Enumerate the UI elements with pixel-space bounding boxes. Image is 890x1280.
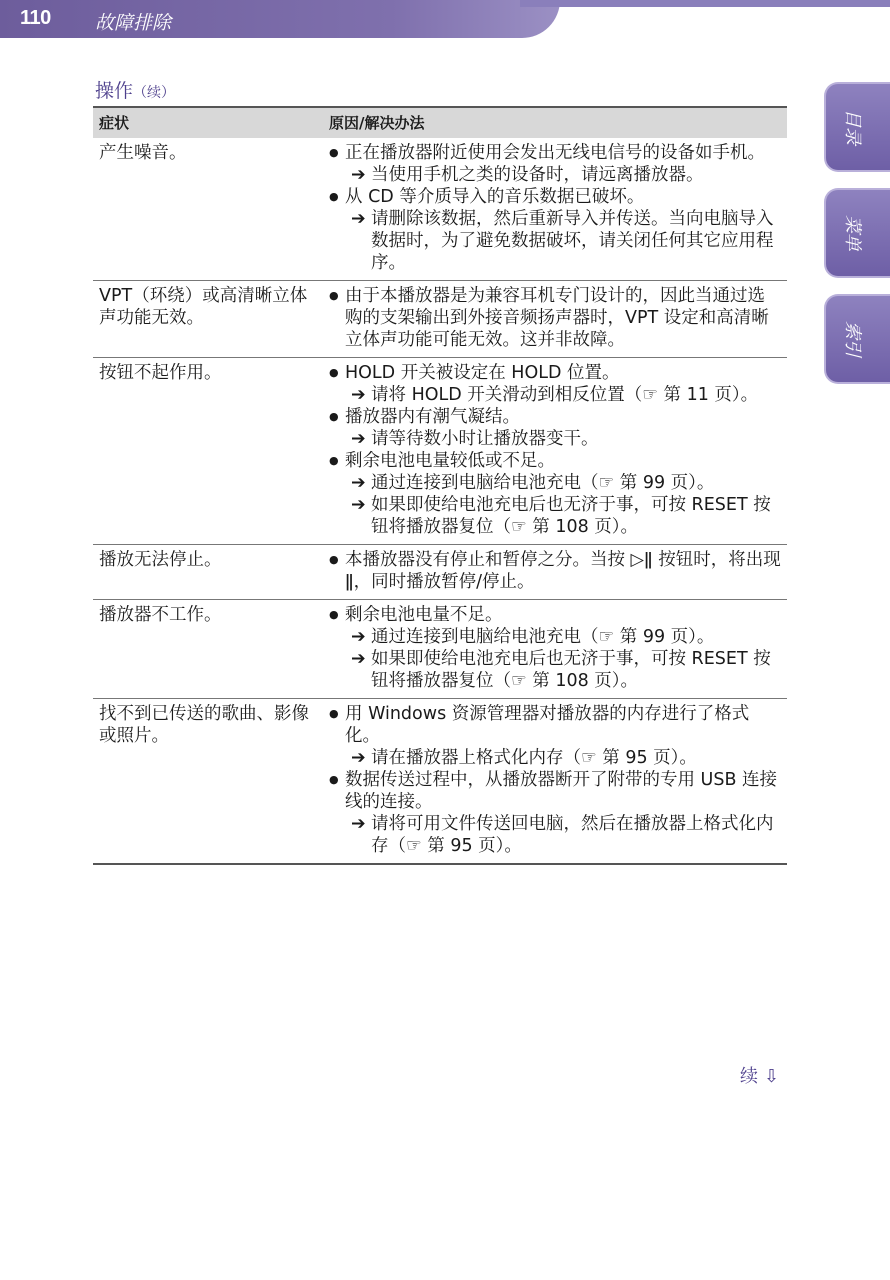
- tab-index[interactable]: [824, 294, 890, 384]
- solution-text: 请在播放器上格式化内存（☞ 第 95 页）。: [371, 748, 697, 768]
- cause-text: 剩余电池电量不足。: [345, 605, 503, 625]
- solution-text: 请删除该数据，然后重新导入并传送。当向电脑导入数据时，为了避免数据破坏，请关闭任何其它应用程序。: [371, 209, 774, 273]
- solution-item: [329, 626, 781, 648]
- cause-item: [329, 549, 781, 593]
- arrow-right-icon: ➔: [351, 748, 366, 768]
- solution-text: 当使用手机之类的设备时，请远离播放器。: [371, 165, 704, 185]
- solution-item: [329, 747, 781, 769]
- cause-text: 正在播放器附近使用会发出无线电信号的设备如手机。: [345, 143, 765, 163]
- tab-menu[interactable]: [824, 188, 890, 278]
- down-arrow-icon: ⇩: [764, 1066, 780, 1087]
- solution-text: 通过连接到电脑给电池充电（☞ 第 99 页）。: [371, 473, 715, 493]
- solution-text: 请将可用文件传送回电脑，然后在播放器上格式化内存（☞ 第 95 页）。: [371, 814, 774, 856]
- cause-text: 数据传送过程中，从播放器断开了附带的专用 USB 连接线的连接。: [345, 770, 778, 812]
- cause-cell: [323, 600, 787, 699]
- symptom-cell: 产生噪音。: [93, 138, 323, 281]
- page-title: [95, 76, 175, 103]
- arrow-right-icon: ➔: [351, 627, 366, 647]
- header-rule: [520, 0, 890, 7]
- cause-item: [329, 406, 781, 428]
- cause-cell: [323, 545, 787, 600]
- page-title-text: 操作: [95, 80, 134, 102]
- cause-item: [329, 604, 781, 626]
- column-header-cause: 原因/解决办法: [323, 107, 787, 138]
- arrow-right-icon: ➔: [351, 209, 366, 229]
- solution-item: [329, 472, 781, 494]
- cause-item: [329, 703, 781, 747]
- column-header-symptom: 症状: [93, 107, 323, 138]
- cause-cell: [323, 358, 787, 545]
- table-row: [93, 600, 787, 699]
- solution-text: 请将 HOLD 开关滑动到相反位置（☞ 第 11 页）。: [371, 385, 759, 405]
- solution-item: [329, 164, 781, 186]
- table-row: [93, 281, 787, 358]
- continued-label: 续: [740, 1066, 758, 1087]
- table-row: [93, 699, 787, 865]
- solution-text: 如果即使给电池充电后也无济于事，可按 RESET 按钮将播放器复位（☞ 第 108 页）。: [371, 495, 771, 537]
- arrow-right-icon: ➔: [351, 495, 366, 515]
- solution-item: [329, 813, 781, 857]
- cause-text: HOLD 开关被设定在 HOLD 位置。: [345, 363, 620, 383]
- symptom-cell: VPT（环绕）或高清晰立体声功能无效。: [93, 281, 323, 358]
- cause-cell: [323, 138, 787, 281]
- cause-text: 从 CD 等介质导入的音乐数据已破坏。: [345, 187, 645, 207]
- cause-text: 用 Windows 资源管理器对播放器的内存进行了格式化。: [345, 704, 750, 746]
- cause-text: 由于本播放器是为兼容耳机专门设计的，因此当通过选购的支架输出到外接音频扬声器时，VPT 设定和高清晰立体声功能可能无效。这并非故障。: [345, 286, 769, 350]
- table-header-row: [93, 107, 787, 138]
- troubleshooting-table: [93, 106, 787, 865]
- solution-text: 请等待数小时让播放器变干。: [371, 429, 599, 449]
- tab-contents-label: 目录: [842, 109, 863, 145]
- tab-index-label: 索引: [842, 321, 863, 357]
- cause-cell: [323, 699, 787, 865]
- table-row: [93, 358, 787, 545]
- page-header: [0, 0, 890, 38]
- cause-text: 剩余电池电量较低或不足。: [345, 451, 555, 471]
- arrow-right-icon: ➔: [351, 649, 366, 669]
- symptom-cell: 按钮不起作用。: [93, 358, 323, 545]
- symptom-cell: 找不到已传送的歌曲、影像或照片。: [93, 699, 323, 865]
- table-row: [93, 138, 787, 281]
- table-row: [93, 545, 787, 600]
- table-body: [93, 138, 787, 864]
- solution-item: [329, 428, 781, 450]
- tab-menu-label: 菜单: [842, 215, 863, 251]
- cause-item: [329, 186, 781, 208]
- arrow-right-icon: ➔: [351, 814, 366, 834]
- solution-item: [329, 494, 781, 538]
- section-title: 故障排除: [95, 12, 172, 34]
- arrow-right-icon: ➔: [351, 165, 366, 185]
- solution-item: [329, 648, 781, 692]
- arrow-right-icon: ➔: [351, 473, 366, 493]
- cause-cell: [323, 281, 787, 358]
- cause-item: [329, 142, 781, 164]
- header-banner: [0, 0, 560, 38]
- tab-contents[interactable]: [824, 82, 890, 172]
- continued-indicator: [740, 1062, 779, 1088]
- cause-text: 本播放器没有停止和暂停之分。当按 ▷ǁ 按钮时，将出现 ǁ，同时播放暂停/停止。: [345, 550, 781, 592]
- solution-item: [329, 208, 781, 274]
- symptom-cell: 播放器不工作。: [93, 600, 323, 699]
- page-title-suffix: （续）: [133, 85, 176, 101]
- cause-item: [329, 362, 781, 384]
- arrow-right-icon: ➔: [351, 385, 366, 405]
- page-number: 110: [20, 7, 51, 29]
- symptom-cell: 播放无法停止。: [93, 545, 323, 600]
- solution-text: 通过连接到电脑给电池充电（☞ 第 99 页）。: [371, 627, 715, 647]
- arrow-right-icon: ➔: [351, 429, 366, 449]
- cause-text: 播放器内有潮气凝结。: [345, 407, 520, 427]
- cause-item: [329, 285, 781, 351]
- solution-text: 如果即使给电池充电后也无济于事，可按 RESET 按钮将播放器复位（☞ 第 108 页）。: [371, 649, 771, 691]
- cause-item: [329, 769, 781, 813]
- solution-item: [329, 384, 781, 406]
- cause-item: [329, 450, 781, 472]
